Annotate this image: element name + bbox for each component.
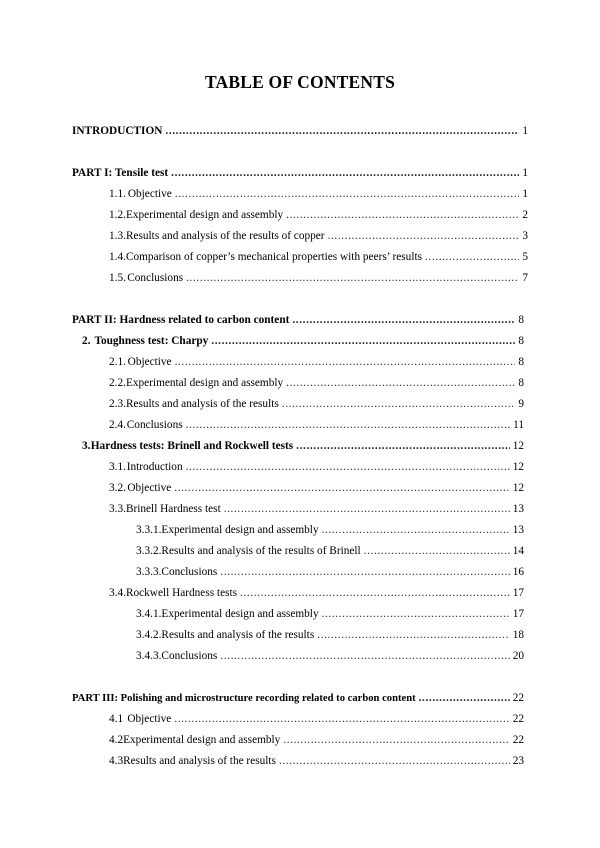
toc-entry[interactable]	[109, 269, 528, 287]
toc-entry[interactable]	[109, 710, 524, 728]
toc-entry[interactable]	[82, 437, 524, 455]
toc-entry[interactable]	[109, 731, 524, 749]
toc-number: 3.3.2.	[136, 545, 162, 557]
toc-entry[interactable]	[136, 563, 524, 581]
toc-entry[interactable]	[136, 605, 524, 623]
toc-entry[interactable]	[109, 458, 524, 476]
toc-number: 2.2.	[109, 377, 126, 389]
toc-label: Conclusions	[161, 566, 218, 578]
toc-leader	[211, 332, 515, 350]
toc-entry[interactable]	[109, 500, 524, 518]
toc-entry[interactable]	[136, 521, 524, 539]
toc-leader	[224, 500, 510, 518]
toc-entry[interactable]	[109, 395, 524, 413]
toc-label: Comparison of copper’s mechanical properties with peers’ results	[125, 251, 422, 263]
toc-number: 1.5.	[109, 272, 126, 284]
toc-label: Results and analysis of the results	[123, 755, 276, 767]
toc-number: 3.3.3.	[136, 566, 162, 578]
toc-entry-part-2[interactable]	[72, 311, 524, 329]
toc-label: Objective	[127, 482, 172, 494]
toc-number: 1.2.	[109, 209, 126, 221]
toc-page: 22	[512, 692, 524, 704]
toc-page: 13	[512, 524, 524, 536]
toc-page: 12	[512, 440, 524, 452]
toc-entry[interactable]	[109, 353, 524, 371]
toc-leader	[175, 185, 520, 203]
toc-page: 1	[522, 188, 528, 200]
toc-label: PART II: Hardness related to carbon content	[72, 314, 290, 326]
toc-label: Conclusions	[127, 272, 184, 284]
toc-label: Conclusions	[161, 650, 218, 662]
toc-leader	[292, 311, 515, 329]
toc-number: 4.2	[109, 734, 124, 746]
toc-number: 1.1.	[109, 188, 126, 200]
toc-entry[interactable]	[136, 542, 524, 560]
toc-label: INTRODUCTION	[72, 125, 163, 137]
toc-page: 22	[512, 734, 524, 746]
toc-number: 3.4.2.	[136, 629, 162, 641]
toc-leader	[283, 731, 509, 749]
toc-label: Conclusions	[126, 419, 183, 431]
page-title: TABLE OF CONTENTS	[204, 72, 396, 92]
toc-label: Experimental design and assembly	[123, 734, 281, 746]
toc-number: 1.3.	[109, 230, 126, 242]
toc-number: 3.	[82, 440, 91, 452]
toc-label: Results and analysis of the results	[125, 398, 279, 410]
toc-page: 8	[518, 314, 524, 326]
toc-page: 23	[512, 755, 524, 767]
toc-label: Introduction	[126, 461, 183, 473]
toc-leader	[286, 374, 515, 392]
toc-entry-part-3[interactable]	[72, 689, 524, 707]
toc-entry[interactable]	[136, 647, 524, 665]
toc-page: 18	[512, 629, 524, 641]
toc-page: 8	[518, 335, 524, 347]
toc-page: 2	[522, 209, 528, 221]
toc-leader	[186, 416, 510, 434]
toc-leader	[279, 752, 510, 770]
toc-leader	[322, 521, 510, 539]
toc-number: 2.3.	[109, 398, 126, 410]
toc-entry[interactable]	[109, 479, 524, 497]
toc-label: Results and analysis of the results of Brinell	[161, 545, 361, 557]
toc-leader	[186, 458, 510, 476]
toc-leader	[175, 353, 516, 371]
toc-page: 9	[518, 398, 524, 410]
toc-entry-part-1[interactable]	[72, 164, 528, 182]
toc-entry[interactable]	[109, 227, 528, 245]
toc-label: Results and analysis of the results of copper	[125, 230, 325, 242]
toc-label: Rockwell Hardness tests	[125, 587, 238, 599]
toc-label: Experimental design and assembly	[161, 524, 319, 536]
toc-page: 7	[522, 272, 528, 284]
toc-number: 3.4.3.	[136, 650, 162, 662]
toc-number: 2.1.	[109, 356, 126, 368]
toc-leader	[174, 479, 509, 497]
toc-leader	[165, 122, 519, 140]
toc-entry-introduction[interactable]	[72, 122, 528, 140]
toc-number: 3.3.	[109, 503, 126, 515]
toc-page: 5	[522, 251, 528, 263]
toc-entry[interactable]	[109, 206, 528, 224]
toc-page: 17	[512, 587, 524, 599]
toc-page: 12	[512, 482, 524, 494]
toc-number: 3.1.	[109, 461, 126, 473]
toc-entry[interactable]	[109, 374, 524, 392]
toc-label: Hardness tests: Brinell and Rockwell tests	[90, 440, 294, 452]
toc-entry[interactable]	[136, 626, 524, 644]
toc-leader	[282, 395, 516, 413]
toc-label: Toughness test: Charpy	[94, 335, 209, 347]
toc-leader	[220, 563, 509, 581]
toc-label: Objective	[127, 713, 172, 725]
toc-number: 3.3.1.	[136, 524, 162, 536]
toc-label: Objective	[127, 356, 172, 368]
toc-page: 11	[513, 419, 524, 431]
toc-number: 3.4.1.	[136, 608, 162, 620]
toc-leader	[419, 689, 510, 707]
toc-label: Experimental design and assembly	[125, 377, 284, 389]
toc-page: 8	[518, 356, 524, 368]
toc-leader	[317, 626, 509, 644]
toc-number: 4.3	[109, 755, 124, 767]
toc-number: 2.	[82, 335, 91, 347]
toc-entry[interactable]	[109, 416, 524, 434]
toc-label: Objective	[127, 188, 172, 200]
toc-page: 16	[512, 566, 524, 578]
toc-entry[interactable]	[109, 584, 524, 602]
toc-leader	[322, 605, 510, 623]
toc-page: 22	[512, 713, 524, 725]
toc-page: 1	[522, 167, 528, 179]
toc-leader	[174, 710, 509, 728]
toc-number: 1.4.	[109, 251, 126, 263]
toc-leader	[364, 542, 510, 560]
toc-leader	[240, 584, 510, 602]
toc-label: Brinell Hardness test	[125, 503, 221, 515]
toc-page: 20	[512, 650, 524, 662]
toc-number: 4.1	[109, 713, 124, 725]
toc-page: 1	[522, 125, 528, 137]
toc-number: 2.4.	[109, 419, 126, 431]
toc-leader	[425, 248, 519, 266]
toc-page: 12	[512, 461, 524, 473]
toc-number: 3.2.	[109, 482, 126, 494]
toc-page: 3	[522, 230, 528, 242]
toc-entry[interactable]	[109, 248, 528, 266]
toc-label: PART III: Polishing and microstructure recording related to carbon content	[72, 693, 416, 704]
toc-label: PART I: Tensile test	[72, 167, 169, 179]
toc-entry[interactable]	[109, 185, 528, 203]
toc-label: Experimental design and assembly	[161, 608, 319, 620]
toc-leader	[171, 164, 519, 182]
toc-leader	[286, 206, 519, 224]
toc-page: 17	[512, 608, 524, 620]
toc-page: 13	[512, 503, 524, 515]
toc-leader	[220, 647, 509, 665]
toc-label: Experimental design and assembly	[125, 209, 284, 221]
toc-leader	[186, 269, 519, 287]
toc-entry[interactable]	[109, 752, 524, 770]
toc-page: 14	[512, 545, 524, 557]
toc-label: Results and analysis of the results	[161, 629, 315, 641]
toc-entry[interactable]	[82, 332, 524, 350]
toc-leader	[328, 227, 520, 245]
toc-leader	[296, 437, 510, 455]
toc-number: 3.4.	[109, 587, 126, 599]
toc-page: 8	[518, 377, 524, 389]
